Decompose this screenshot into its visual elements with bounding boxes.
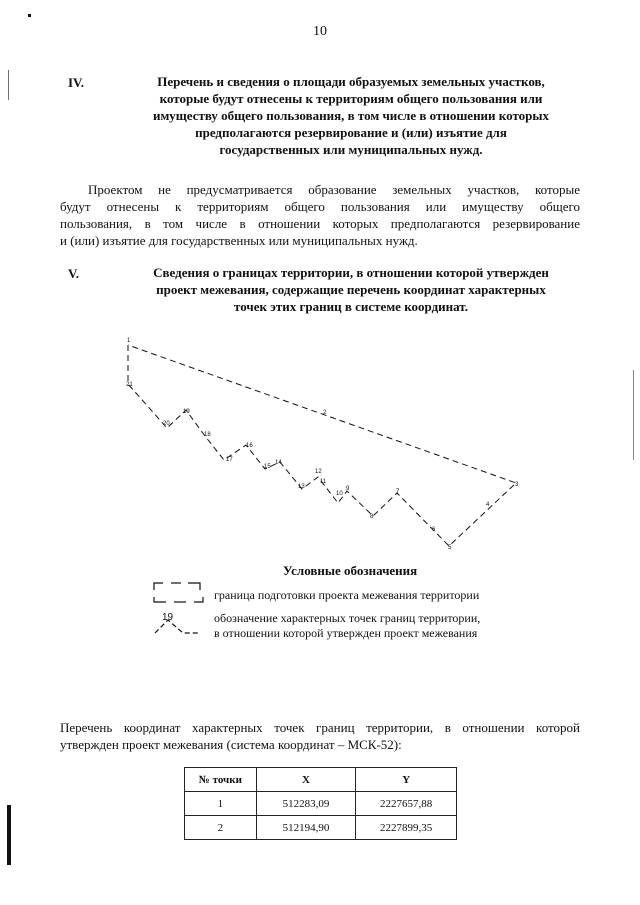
table-cell: 2 <box>185 816 257 840</box>
section-4-title-line: Перечень и сведения о площади образуемых земельных участков, <box>157 74 545 89</box>
point-label: 2 <box>323 410 327 416</box>
point-label: 9 <box>346 486 350 492</box>
point-label: 10 <box>336 491 343 497</box>
point-labels <box>126 338 519 551</box>
legend-item-points-line: в отношении которой утвержден проект межевания <box>214 626 478 640</box>
point-label: 6 <box>432 527 436 533</box>
point-label: 17 <box>226 457 233 463</box>
table-cell: 2227657,88 <box>356 792 457 816</box>
point-label: 1 <box>127 338 131 344</box>
section-4-title-line: которые будут отнесены к территориям общего пользования или <box>159 91 543 106</box>
column-header: Y <box>356 768 457 792</box>
table-cell: 1 <box>185 792 257 816</box>
legend-item-points <box>214 611 480 641</box>
point-label: 3 <box>515 482 519 488</box>
coords-intro-line: утвержден проект межевания (система координат – МСК-52): <box>60 737 402 752</box>
paragraph-line: Проектом не предусматривается образование земельных участков, которые <box>88 182 580 197</box>
table-cell: 512194,90 <box>256 816 356 840</box>
point-label: 16 <box>246 443 253 449</box>
point-label: 12 <box>315 469 322 475</box>
point-label: 5 <box>448 545 452 551</box>
point-label: 7 <box>396 489 400 495</box>
section-4-title-line: предполагаются резервирование и (или) изъятие для <box>195 125 507 140</box>
legend-item-boundary: граница подготовки проекта межевания территории <box>214 588 480 602</box>
paragraph-line: и (или) изъятие для государственных или муниципальных нужд. <box>60 233 418 248</box>
table-row <box>185 816 457 840</box>
scan-mark <box>7 805 11 865</box>
point-label: 18 <box>204 432 211 438</box>
scan-mark <box>8 70 9 100</box>
point-label: 19 <box>183 409 190 415</box>
table-cell: 2227899,35 <box>356 816 457 840</box>
table-row <box>185 792 457 816</box>
point-label: 15 <box>264 464 271 470</box>
scan-mark <box>28 14 31 17</box>
legend-item-points-line: обозначение характерных точек границ территории, <box>214 611 481 625</box>
coords-intro <box>60 719 580 753</box>
table-cell: 512283,09 <box>256 792 356 816</box>
point-label: 21 <box>126 382 133 388</box>
paragraph-line: пользования, в том числе в отношении которых предполагаются резервирование <box>60 216 580 231</box>
coordinates-table <box>184 767 457 840</box>
section-4-title-line: государственных или муниципальных нужд. <box>219 142 483 157</box>
point-label: 8 <box>370 514 374 520</box>
page-number: 10 <box>313 24 327 39</box>
section-4-number: IV. <box>68 75 85 90</box>
legend-title: Условные обозначения <box>283 563 418 578</box>
paragraph-line: будут отнесены к территориям общего пользования или имуществу общего <box>60 199 580 214</box>
table-header-row <box>185 768 457 792</box>
boundary-line <box>128 345 516 546</box>
point-label: 4 <box>486 502 490 508</box>
section-5-title-line: точек этих границ в системе координат. <box>234 299 468 314</box>
point-label: 13 <box>298 484 305 490</box>
point-label: 11 <box>320 479 327 485</box>
legend-point-label: 19 <box>162 612 174 623</box>
point-label: 14 <box>275 460 282 466</box>
point-label: 20 <box>163 421 170 427</box>
section-5-title-line: проект межевания, содержащие перечень координат характерных <box>156 282 546 297</box>
boundary-legend-symbol <box>154 583 203 602</box>
column-header: X <box>256 768 356 792</box>
section-5-title-line: Сведения о границах территории, в отношении которой утвержден <box>153 265 549 280</box>
scan-mark <box>633 370 634 460</box>
section-4-title-line: имуществу общего пользования, в том числе в отношении которых <box>152 108 550 123</box>
coords-intro-line: Перечень координат характерных точек границ территории, в отношении которой <box>60 720 580 735</box>
column-header: № точки <box>185 768 257 792</box>
section-5-number: V. <box>68 266 79 281</box>
